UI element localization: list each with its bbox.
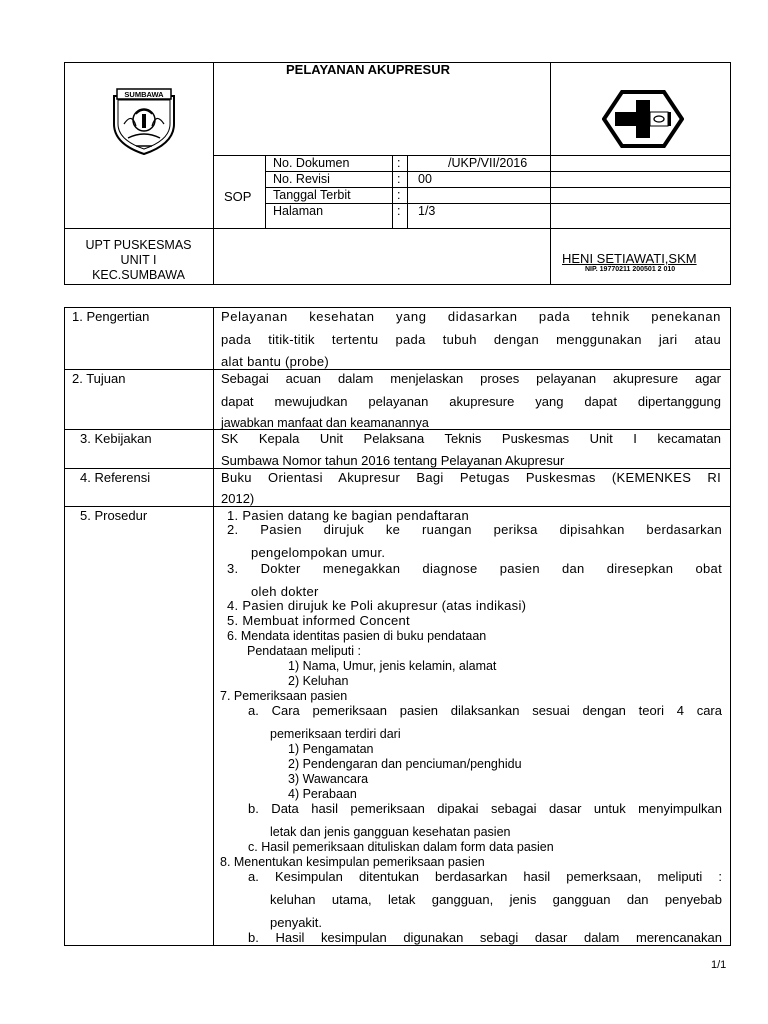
header-divider: [550, 62, 551, 285]
section-label-prosedur: 5. Prosedur: [80, 508, 148, 523]
prosedur-line: pengelompokan umur.: [251, 545, 386, 560]
content-divider: [64, 369, 731, 370]
prosedur-line: 8. Menentukan kesimpulan pemeriksaan pasien: [220, 855, 485, 869]
document-title: PELAYANAN AKUPRESUR: [286, 62, 450, 77]
kebijakan-line: SK Kepala Unit Pelaksana Teknis Puskesmas Unit I kecamatan: [221, 431, 721, 446]
header-divider: [407, 155, 408, 228]
tujuan-line: dapat mewujudkan pelayanan akupresure yang dapat dipertanggung: [221, 394, 721, 409]
referensi-line: Buku Orientasi Akupresur Bagi Petugas Puskesmas (KEMENKES RI: [221, 470, 721, 485]
prosedur-line: 2) Pendengaran dan penciuman/penghidu: [288, 757, 522, 771]
sop-label: SOP: [224, 189, 252, 204]
pengertian-line: alat bantu (probe): [221, 354, 330, 369]
prosedur-line: b. Data hasil pemeriksaan dipakai sebagai dasar untuk menyimpulkan: [248, 801, 722, 816]
doc-row-label: Halaman: [273, 204, 324, 218]
signer-nip: NIP. 19770211 200501 2 010: [585, 266, 676, 273]
prosedur-line: Pendataan meliputi :: [247, 644, 361, 658]
prosedur-line: 5. Membuat informed Concent: [227, 613, 410, 628]
content-divider: [64, 468, 731, 469]
section-label-kebijakan: 3. Kebijakan: [80, 431, 152, 446]
doc-row-label: No. Revisi: [273, 172, 330, 186]
prosedur-line: letak dan jenis gangguan kesehatan pasien: [270, 825, 511, 839]
prosedur-line: 2) Keluhan: [288, 674, 349, 688]
prosedur-line: 6. Mendata identitas pasien di buku pendataan: [227, 629, 487, 643]
doc-row-sep: :: [397, 172, 401, 186]
prosedur-line: c. Hasil pemeriksaan dituliskan dalam form data pasien: [248, 840, 554, 854]
header-divider: [265, 171, 731, 172]
prosedur-line: pemeriksaan terdiri dari: [270, 727, 401, 741]
doc-row-value: 1/3: [418, 204, 436, 218]
prosedur-line: 1) Pengamatan: [288, 742, 374, 756]
sumbawa-logo: [108, 84, 180, 158]
doc-row-sep: :: [397, 156, 401, 170]
doc-row-sep: :: [397, 188, 401, 202]
prosedur-line: 4. Pasien dirujuk ke Poli akupresur (atas indikasi): [227, 598, 527, 613]
prosedur-line: 1) Nama, Umur, jenis kelamin, alamat: [288, 659, 497, 673]
prosedur-line: keluhan utama, letak gangguan, jenis gangguan dan penyebab: [270, 892, 722, 907]
prosedur-line: b. Hasil kesimpulan digunakan sebagi dasar dalam merencanakan: [248, 930, 722, 945]
header-divider: [265, 155, 266, 228]
puskesmas-logo: [602, 90, 684, 148]
prosedur-line: a. Cara pemeriksaan pasien dilaksankan sesuai dengan teori 4 cara: [248, 703, 722, 718]
header-divider: [392, 155, 393, 228]
signer-name: HENI SETIAWATI,SKM: [562, 251, 697, 266]
doc-row-value: 00: [418, 172, 432, 186]
kebijakan-line: Sumbawa Nomor tahun 2016 tentang Pelayanan Akupresur: [221, 453, 565, 468]
prosedur-line: oleh dokter: [251, 584, 319, 599]
pengertian-line: Pelayanan kesehatan yang didasarkan pada tehnik penekanan: [221, 309, 721, 324]
section-label-tujuan: 2. Tujuan: [72, 371, 126, 386]
tujuan-line: Sebagai acuan dalam menjelaskan proses pelayanan akupresure agar: [221, 371, 721, 386]
org-line: UNIT I: [120, 253, 157, 267]
header-divider: [213, 62, 214, 285]
prosedur-line: 3) Wawancara: [288, 772, 369, 786]
referensi-line: 2012): [221, 491, 255, 506]
header-divider: [64, 228, 731, 229]
header-divider: [265, 203, 731, 204]
page-number: 1/1: [711, 959, 727, 971]
section-label-pengertian: 1. Pengertian: [72, 309, 150, 324]
doc-row-sep: :: [397, 204, 401, 218]
prosedur-line: 1. Pasien datang ke bagian pendaftaran: [227, 508, 469, 523]
logo-text: SUMBAWA: [124, 90, 164, 99]
org-line: KEC.SUMBAWA: [92, 268, 185, 282]
prosedur-line: penyakit.: [270, 915, 323, 930]
prosedur-line: 4) Perabaan: [288, 787, 357, 801]
prosedur-line: 2. Pasien dirujuk ke ruangan periksa dipisahkan berdasarkan: [227, 522, 722, 537]
section-label-referensi: 4. Referensi: [80, 470, 151, 485]
tujuan-line: jawabkan manfaat dan keamanannya: [221, 416, 429, 430]
pengertian-line: pada titik-titik tertentu pada tubuh dengan menggunakan jari atau: [221, 332, 721, 347]
doc-row-label: Tanggal Terbit: [273, 188, 351, 202]
prosedur-line: 7. Pemeriksaan pasien: [220, 689, 348, 703]
content-divider: [64, 506, 731, 507]
org-line: UPT PUSKESMAS: [85, 238, 192, 252]
prosedur-line: a. Kesimpulan ditentukan berdasarkan hasil pemerksaan, meliputi :: [248, 869, 722, 884]
content-divider: [213, 307, 214, 946]
doc-row-label: No. Dokumen: [273, 156, 350, 170]
prosedur-line: 3. Dokter menegakkan diagnose pasien dan diresepkan obat: [227, 561, 722, 576]
doc-row-value: /UKP/VII/2016: [448, 156, 528, 170]
